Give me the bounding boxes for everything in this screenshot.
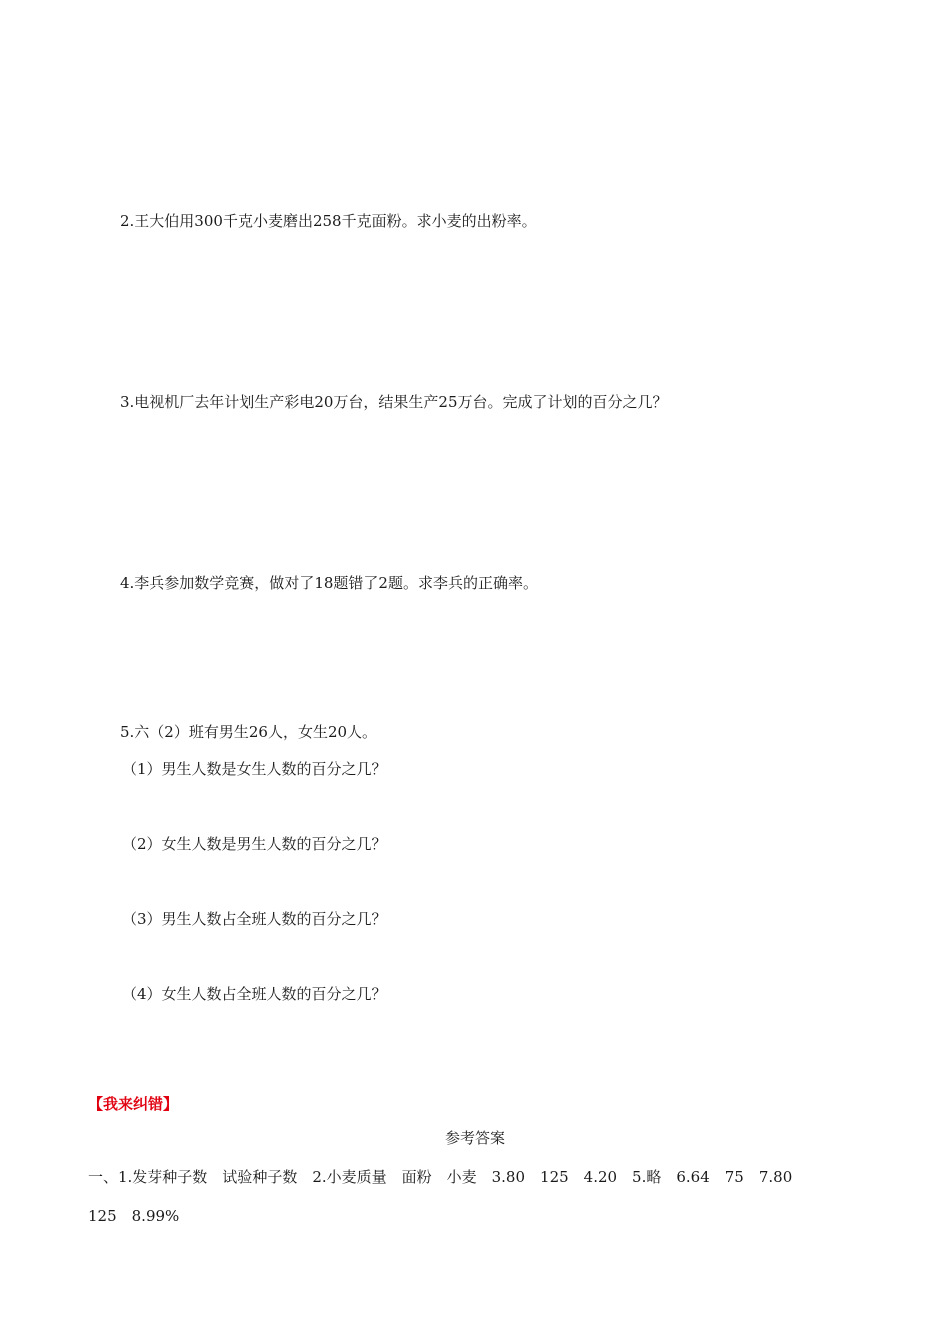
- question-4: 4.李兵参加数学竞赛，做对了18题错了2题。求李兵的正确率。: [120, 574, 538, 592]
- question-5: 5.六（2）班有男生26人，女生20人。: [120, 723, 378, 741]
- question-5-sub-1: （1）男生人数是女生人数的百分之几？: [122, 760, 387, 778]
- answer-line-2: 125 8.99%: [88, 1207, 180, 1225]
- section-title-correction: 【我来纠错】: [88, 1095, 179, 1113]
- question-5-sub-3: （3）男生人数占全班人数的百分之几？: [122, 910, 387, 928]
- answer-line-1: 一、1.发芽种子数 试验种子数 2.小麦质量 面粉 小麦 3.80 125 4.20 5.略 6.64 75 7.80: [88, 1168, 793, 1186]
- answer-heading: 参考答案: [444, 1129, 505, 1147]
- question-3: 3.电视机厂去年计划生产彩电20万台，结果生产25万台。完成了计划的百分之几？: [120, 393, 668, 411]
- question-5-sub-2: （2）女生人数是男生人数的百分之几？: [122, 835, 387, 853]
- question-2: 2.王大伯用300千克小麦磨出258千克面粉。求小麦的出粉率。: [120, 212, 537, 230]
- question-5-sub-4: （4）女生人数占全班人数的百分之几？: [122, 985, 387, 1003]
